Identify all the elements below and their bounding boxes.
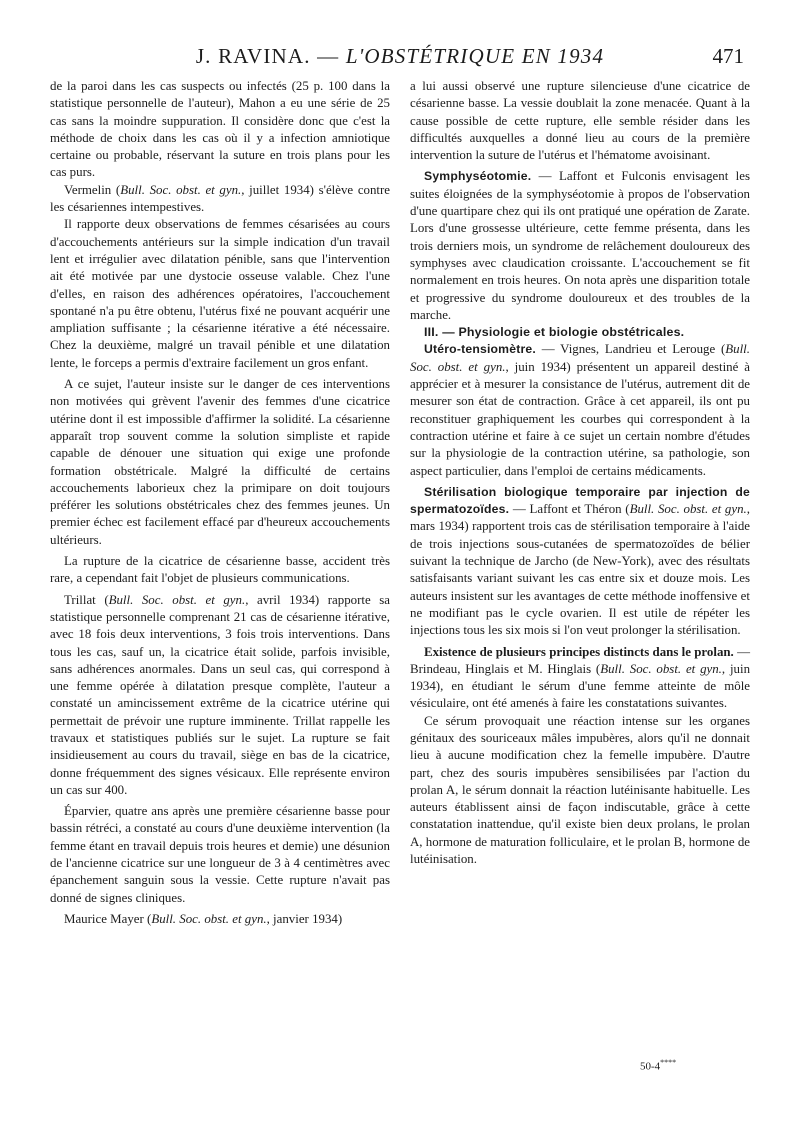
subhead-symphyseotomie: Symphyséotomie. [424, 169, 532, 184]
prolan-authors: — Brindeau, Hinglais et M. Hinglais ( [410, 644, 750, 676]
utero-text: , juin 1934) présentent un appareil destiné à apprécier et à mesurer la consistance de l'utérus, autrement dit de mesurer son état de contraction. Grâce à cet appareil, ils ont pu reconstituer graphiquement les courbes qui correspondent à la contraction utérine et faire à ce sujet un certain nombre d'études sur la physiologie de la contraction utérine, sa pathologie, son aspect particulier, dans l'emploi de certains médicaments. [410, 359, 750, 478]
page-number: 471 [712, 44, 744, 68]
paragraph-vermelin-text: , juillet 1934) s'élève contre les césariennes intempestives. [50, 182, 391, 215]
citation-ref: Bull. Soc. obst. et gyn. [120, 182, 242, 197]
header-dash: — [310, 44, 346, 68]
paragraph-utero-tensiometre [410, 341, 750, 479]
paragraph-trillat [50, 592, 390, 800]
paren-open: ( [111, 182, 121, 197]
paragraph-observations: Il rapporte deux observations de femmes césarisées au cours d'accouchements antérieurs sur la simple indication d'un travail lent et irrégulier avec dilatation pénible, sans que l'intervention ait été motivée par une dystocie osseuse valable. Chez l'une d'elles, en raison des adhérences opératoires, l'accouchement spontané n'a pu être obtenu, l'utérus fixé ne pouvant acquérir une ampliation suffisante ; la césarienne itérative a été nécessaire. Chez la deuxième, malgré un travail pénible et une dilatation lente, le forceps a permis d'extraire facilement un gros enfant. [50, 217, 390, 370]
left-column [50, 78, 390, 928]
author-mayer: Maurice Mayer [64, 911, 144, 926]
paragraph-trillat-text: , avril 1934) rapporte sa statistique personnelle comprenant 21 cas de césarienne itérative, avec 18 fois deux interventions, 3 fois trois interventions. Dans tous les cas, sauf un, la cicatrice était solide, parfois invisible, sans adhérences anormales. Dans un seul cas, qui correspond à une femme opérée à dilatation presque complète, l'auteur a constaté un amincissement extrême de la cicatrice utérine qui permettait de prévoir une rupture imminente. Trillat rappelle les travaux et statistiques publiés sur le sujet. La rupture se fait insidieusement au cours du travail, siège en bas de la cicatrice, donne fréquemment des signes vésicaux. Elle représente environ un cas sur 400. [50, 592, 391, 797]
subhead-utero-tensiometre: Utéro-tensiomètre. [424, 342, 536, 357]
subhead-prolan: Existence de plusieurs principes distincts dans le prolan. [424, 644, 734, 659]
section-title-physiologie: III. — Physiologie et biologie obstétricales. [424, 325, 685, 340]
header-author: J. RAVINA. [195, 44, 311, 68]
paragraph-vermelin [50, 182, 390, 217]
citation-ref: Bull. Soc. obst. et gyn. [410, 342, 750, 374]
citation-ref: Bull. Soc. obst. et gyn. [151, 911, 267, 926]
author-trillat: Trillat [64, 592, 96, 607]
paragraph-sterilisation [410, 484, 750, 640]
citation-ref: Bull. Soc. obst. et gyn. [600, 661, 722, 676]
header-journal: L'OBSTÉTRIQUE EN 1934 [345, 44, 605, 68]
paragraph-eparvier: Éparvier, quatre ans après une première césarienne basse pour bassin rétréci, a constaté au cours d'une deuxième intervention (la femme étant en travail depuis trois heures et demie) une désunion de l'ancienne cicatrice sur une longueur de 3 à 4 centimètres avec épanchement sanguin sous la vessie. Cette rupture n'avait pas donné de signes cliniques. [50, 804, 390, 905]
paragraph-silent-rupture: a lui aussi observé une rupture silencieuse d'une cicatrice de césarienne basse. La vessie doublait la zone menacée. Quant à la cause possible de cette rupture, elle semble résider dans les difficultés auxquelles a donné lieu au cours de la première intervention la suture de l'utérus et l'hématome avoisinant. [410, 79, 750, 163]
signature-code-number: 50-4 [640, 1060, 661, 1073]
paragraph-mayer-text: , janvier 1934) [266, 911, 343, 926]
paragraph-mahon: de la paroi dans les cas suspects ou infectés (25 p. 100 dans la statistique personnelle de l'auteur), Mahon a eu une série de 25 cas sans la moindre suppuration. Il considère donc que c'est la méthode de choix dans les cas où il y a infection amniotique certaine ou probable, réservant la suture en trois plans pour les cas purs. [50, 79, 390, 180]
paragraph-symphyseotomie [410, 168, 750, 324]
citation-ref: Bull. Soc. obst. et gyn. [108, 592, 246, 607]
header-title [48, 44, 752, 69]
paragraph-mayer [50, 911, 390, 928]
paragraph-rupture: La rupture de la cicatrice de césarienne basse, accident très rare, a cependant fait l'objet de plusieurs communications. [50, 554, 390, 586]
utero-authors: — Vignes, Landrieu et Lerouge ( [535, 342, 726, 357]
subhead-sterilisation: Stérilisation biologique temporaire par injection de spermatozoïdes. [410, 484, 750, 517]
paragraph-prolan [410, 644, 750, 713]
paragraph-prolan-results: Ce sérum provoquait une réaction intense sur les organes génitaux des souriceaux mâles impubères, alors qu'il ne donnait lieu à aucune modification chez la femelle impubère. D'autre part, chez des souris impubères sensibilisées par l'action du prolan A, le sérum donnait la réaction lutéinisante habituelle. Les auteurs établissent ainsi de façon indiscutable, grâce à cette constatation inattendue, qu'il existe bien deux prolans, le prolan A, hormone de maturation folliculaire, et le prolan B, hormone de lutéinisation. [410, 713, 750, 867]
steril-authors: — Laffont et Théron ( [509, 502, 630, 517]
paragraph-danger: A ce sujet, l'auteur insiste sur le danger de ces interventions non motivées qui grèvent l'avenir des femmes d'une cicatrice utérine dont il est impossible d'affirmer la solidité. La césarienne apparaît trop souvent comme la solution simpliste et rapide capable de dénouer une situation qui exige une profonde formation obstétricale. Malgré la difficulté de certains accouchements laborieux chez la primipare on doit toujours préférer les solutions obstétricales chez des femmes jeunes. Un premier échec est facilement effacé par d'heureux accouchements ultérieurs. [50, 377, 390, 547]
paren-open: ( [143, 911, 152, 926]
signature-code [640, 1058, 676, 1073]
symphyseotomie-text: — Laffont et Fulconis envisagent les suites éloignées de la symphyséotomie à propos de l'observation d'une quartipare chez qui ils ont pratiqué une opération de Zarate. Lors d'une grossesse ultérieure, cette femme présenta, dans les trois derniers mois, un syndrome de relâchement douloureux des symphyses avec claudication croissante. L'accouchement se fit normalement en trois heures. On nota après une disparition totale et progressive du syndrome douloureux et des troubles de la marche. [410, 169, 750, 322]
paren-open: ( [95, 592, 109, 607]
author-vermelin: Vermelin [64, 182, 112, 197]
right-column [410, 78, 750, 868]
prolan-text-1: , juin 1934), en étudiant le sérum d'une femme atteinte de môle vésiculaire, ont été amenés à faire les constatations suivantes. [410, 661, 751, 711]
citation-ref: Bull. Soc. obst. et gyn. [629, 502, 747, 517]
running-header [48, 44, 752, 74]
signature-code-stars: **** [660, 1058, 677, 1067]
steril-text: , mars 1934) rapportent trois cas de stérilisation temporaire à l'aide de trois injections sous-cutanées de spermatozoïdes de bélier suivant la technique de Jarcho (de New-York), avec des résultats satisfaisants variant suivant les cas entre six et douze mois. Les auteurs insistent sur les avantages de cette méthode inoffensive et ne modifiant pas le cycle ovarien. Il est utile de répéter les injections tous les six mois si l'on veut prolonger la stérilisation. [410, 502, 750, 638]
